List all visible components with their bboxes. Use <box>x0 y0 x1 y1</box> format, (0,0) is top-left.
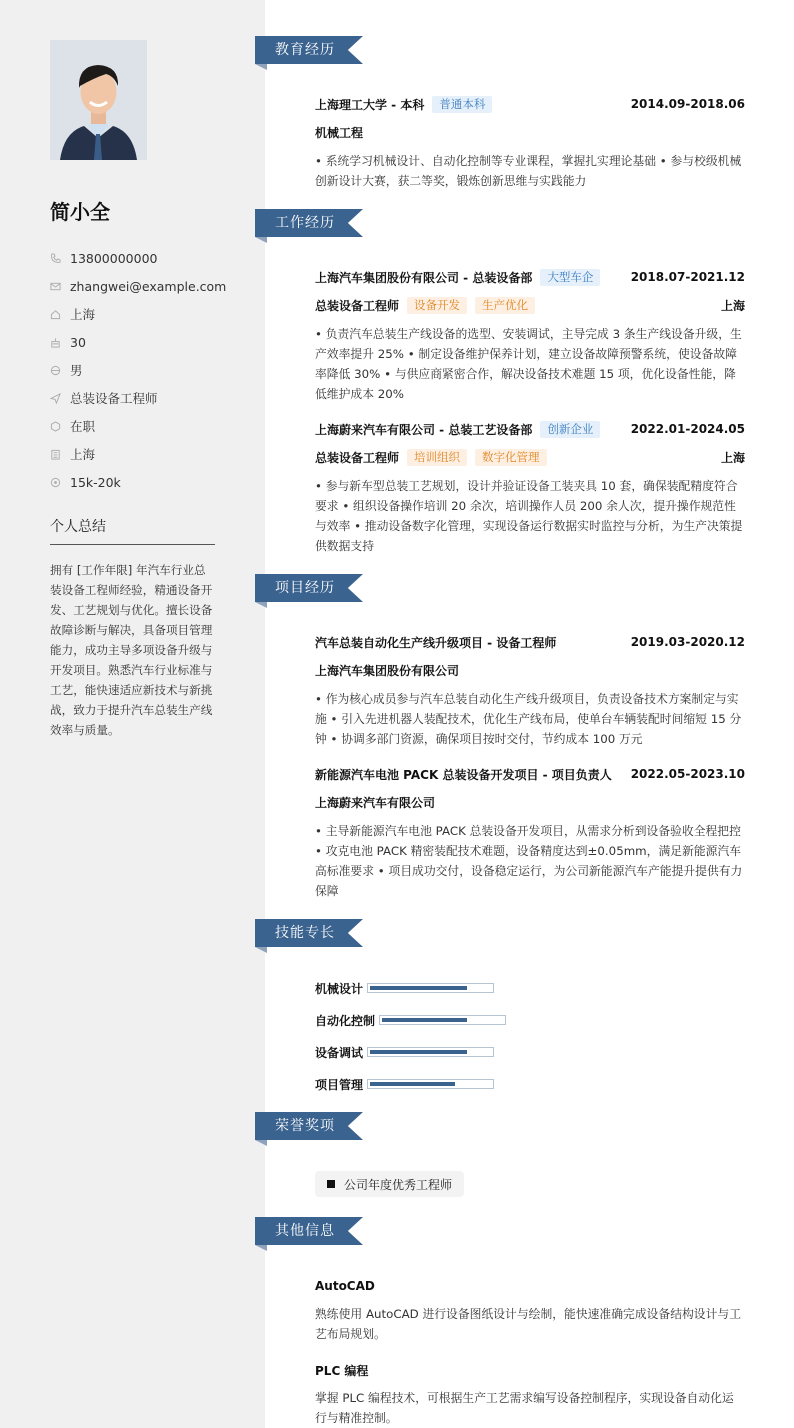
sidebar <box>0 0 265 1428</box>
gender-icon <box>50 365 70 376</box>
degree-tag: 普通本科 <box>432 96 492 113</box>
info-status <box>50 412 226 440</box>
status-text: 在职 <box>70 419 96 434</box>
skill-name: 设备调试 <box>315 1045 364 1060</box>
role-tag: 设备开发 <box>407 297 467 314</box>
other-title: AutoCAD <box>315 1279 375 1293</box>
info-position <box>50 384 226 412</box>
project-company-row <box>315 793 745 811</box>
work-date: 2018.07-2021.12 <box>630 270 745 284</box>
info-age <box>50 328 226 356</box>
project-desc: • 作为核心成员参与汽车总装自动化生产线升级项目，负责设备技术方案制定与实施 • 引入先进机器人装配技术，优化生产线布局，使单台车辆装配时间缩短 15 分钟 • 协调多部门资源，确保项目按时交付，节约成本 100 万元 <box>315 692 742 746</box>
project-company: 上海汽车集团股份有限公司 <box>315 663 460 678</box>
section-title: 其他信息 <box>275 1223 335 1239</box>
skill-row <box>315 1044 494 1060</box>
skill-bar <box>367 983 494 993</box>
contact-info-list <box>50 244 226 496</box>
ribbon-fold <box>255 237 267 243</box>
ribbon-fold <box>255 64 267 70</box>
ribbon-fold <box>255 947 267 953</box>
award-text: 公司年度优秀工程师 <box>344 1177 453 1192</box>
section-awards-header <box>255 1112 363 1140</box>
work-date: 2022.01-2024.05 <box>630 422 745 436</box>
work-role-row <box>315 296 745 314</box>
square-bullet-icon <box>327 1180 335 1188</box>
education-date: 2014.09-2018.06 <box>630 97 745 111</box>
work-company-row <box>315 420 745 438</box>
work-city: 上海 <box>720 450 745 465</box>
age-text: 30 <box>70 334 86 350</box>
avatar-photo <box>50 40 147 160</box>
skill-bar <box>367 1079 494 1089</box>
job-role: 总装设备工程师 <box>315 450 400 465</box>
role-tag: 培训组织 <box>407 449 467 466</box>
skill-row <box>315 980 494 996</box>
project-title-row <box>315 765 745 783</box>
skill-bar <box>367 1047 494 1057</box>
salary-text: 15k-20k <box>70 474 121 490</box>
work-company-row <box>315 268 745 286</box>
section-title: 工作经历 <box>275 215 335 231</box>
send-icon <box>50 393 70 404</box>
summary-text: 拥有 [工作年限] 年汽车行业总装设备工程师经验，精通设备开发、工艺规划与优化。擅长设备故障诊断与解决，具备项目管理能力，成功主导多项设备升级与开发项目。熟悉汽车行业标准与工艺，能快速适应新技术与新挑战，致力于提升汽车总装生产线效率与质量。 <box>50 563 213 737</box>
summary-divider <box>50 544 215 545</box>
skill-name: 机械设计 <box>315 981 364 996</box>
work-city-text: 上海 <box>70 447 96 462</box>
project-title: 汽车总装自动化生产线升级项目 - 设备工程师 <box>315 635 557 650</box>
other-title: PLC 编程 <box>315 1363 369 1378</box>
work-desc: • 负责汽车总装生产线设备的选型、安装调试，主导完成 3 条生产线设备升级，生产效率提升 25% • 制定设备维护保养计划，建立设备故障预警系统，使设备故障率降低 30% • 与供应商紧密合作，解决设备技术难题 15 项，优化设备性能，降低维护成本 20% <box>315 327 742 401</box>
info-work-city <box>50 440 226 468</box>
skill-name: 项目管理 <box>315 1077 364 1092</box>
skill-row <box>315 1012 506 1028</box>
age-icon <box>50 337 70 348</box>
other-desc: 掌握 PLC 编程技术，可根据生产工艺需求编写设备控制程序，实现设备自动化运行与精准控制。 <box>315 1391 734 1425</box>
other-title-row <box>315 1361 745 1379</box>
project-title: 新能源汽车电池 PACK 总装设备开发项目 - 项目负责人 <box>315 767 612 782</box>
project-date: 2022.05-2023.10 <box>630 767 745 781</box>
major-row <box>315 123 745 141</box>
project-title-row <box>315 633 745 651</box>
section-skills-header <box>255 919 363 947</box>
ribbon-fold <box>255 1245 267 1251</box>
school-name: 上海理工大学 - 本科 <box>315 97 425 112</box>
section-other-header <box>255 1217 363 1245</box>
company-name: 上海蔚来汽车有限公司 - 总装工艺设备部 <box>315 422 533 437</box>
candidate-name: 简小全 <box>50 200 110 224</box>
email-text: zhangwei@example.com <box>70 278 227 294</box>
ribbon-fold <box>255 1140 267 1146</box>
skill-bar <box>379 1015 506 1025</box>
company-tag: 大型车企 <box>540 269 600 286</box>
avatar <box>50 40 147 160</box>
ribbon-fold <box>255 602 267 608</box>
other-desc: 熟练使用 AutoCAD 进行设备图纸设计与绘制，能快速准确完成设备结构设计与工艺布局规划。 <box>315 1307 741 1341</box>
info-phone <box>50 244 226 272</box>
work-role-row <box>315 448 745 466</box>
home-icon <box>50 309 70 320</box>
education-desc: • 系统学习机械设计、自动化控制等专业课程，掌握扎实理论基础 • 参与校级机械创新设计大赛，获二等奖，锻炼创新思维与实践能力 <box>315 154 742 188</box>
company-tag: 创新企业 <box>540 421 600 438</box>
education-row <box>315 95 745 113</box>
skill-level-fill <box>382 1018 467 1022</box>
role-tag: 生产优化 <box>475 297 535 314</box>
info-home <box>50 300 226 328</box>
skill-row <box>315 1076 494 1092</box>
section-title: 项目经历 <box>275 580 335 596</box>
mail-icon <box>50 281 70 292</box>
role-tag: 数字化管理 <box>475 449 547 466</box>
project-company: 上海蔚来汽车有限公司 <box>315 795 436 810</box>
project-company-row <box>315 661 745 679</box>
section-title: 技能专长 <box>275 925 335 941</box>
section-title: 教育经历 <box>275 42 335 58</box>
company-name: 上海汽车集团股份有限公司 - 总装设备部 <box>315 270 533 285</box>
position-text: 总装设备工程师 <box>70 391 158 406</box>
other-title-row <box>315 1277 745 1295</box>
salary-icon <box>50 477 70 488</box>
phone-icon <box>50 253 70 264</box>
major-name: 机械工程 <box>315 125 364 140</box>
skill-level-fill <box>370 986 467 990</box>
info-gender <box>50 356 226 384</box>
skill-name: 自动化控制 <box>315 1013 376 1028</box>
section-title: 荣誉奖项 <box>275 1118 335 1134</box>
section-projects-header <box>255 574 363 602</box>
skill-level-fill <box>370 1050 467 1054</box>
summary-title: 个人总结 <box>50 519 106 535</box>
project-date: 2019.03-2020.12 <box>630 635 745 649</box>
award-item <box>315 1171 464 1197</box>
home-city-text: 上海 <box>70 307 96 322</box>
phone-text: 13800000000 <box>70 250 158 266</box>
status-icon <box>50 421 70 432</box>
info-email <box>50 272 226 300</box>
work-desc: • 参与新车型总装工艺规划，设计并验证设备工装夹具 10 套，确保装配精度符合要求 • 组织设备操作培训 20 余次，培训操作人员 200 余人次，提升操作规范性与效率 • 推动设备数字化管理，实现设备运行数据实时监控与分析，为生产决策提供数据支持 <box>315 479 743 553</box>
gender-text: 男 <box>70 363 83 378</box>
skill-level-fill <box>370 1082 455 1086</box>
project-desc: • 主导新能源汽车电池 PACK 总装设备开发项目，从需求分析到设备验收全程把控 • 攻克电池 PACK 精密装配技术难题，设备精度达到±0.05mm，满足新能源汽车高标准要求 • 项目成功交付，设备稳定运行，为公司新能源汽车产能提升提供有力保障 <box>315 824 743 898</box>
building-icon <box>50 449 70 460</box>
work-city: 上海 <box>720 298 745 313</box>
info-salary <box>50 468 226 496</box>
section-education-header <box>255 36 363 64</box>
section-work-header <box>255 209 363 237</box>
job-role: 总装设备工程师 <box>315 298 400 313</box>
